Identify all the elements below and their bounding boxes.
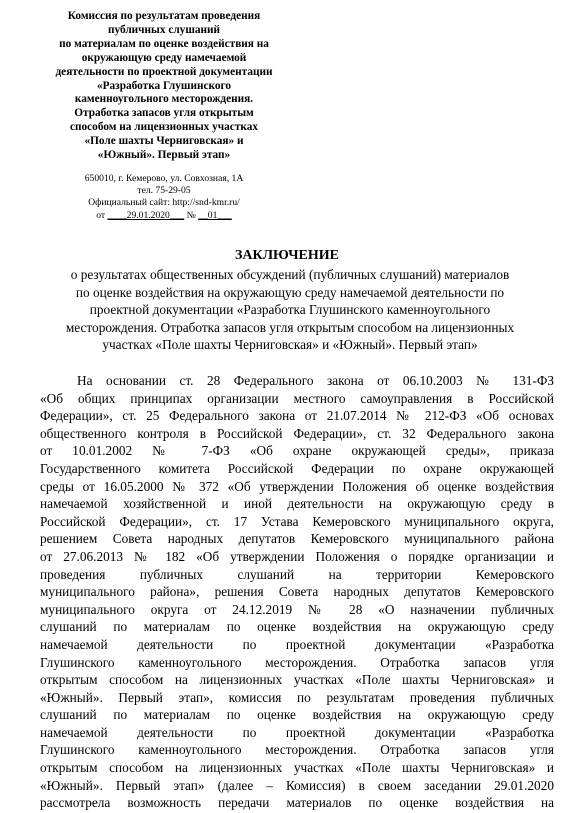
subtitle-line: месторождения. Отработка запасов угля открытым способом на лицензионных bbox=[65, 319, 515, 335]
body-line: от 27.06.2013 № 182 «Об утверждении Положения о порядке организации и bbox=[40, 548, 554, 564]
issuer-title-line: окружающую среду намечаемой bbox=[81, 51, 247, 64]
body-line: Государственного комитета Российской Федерации по охране окружающей bbox=[40, 460, 554, 476]
reference-number-label: № bbox=[186, 209, 196, 221]
document-title: ЗАКЛЮЧЕНИЕ bbox=[234, 248, 340, 263]
body-line: среды от 16.05.2000 № 372 «Об утверждении Положения об оценке воздействия bbox=[40, 478, 554, 494]
body-line: Российской Федерации», ст. 17 Устава Кемеровского муниципального округа, bbox=[40, 513, 554, 529]
body-line: решением Совета народных депутатов Кемеровского муниципального района bbox=[40, 531, 554, 547]
body-line: проведения публичных слушаний на территории Кемеровского bbox=[40, 566, 554, 582]
subtitle-line: по оценке воздействия на окружающую среду намечаемой деятельности по bbox=[75, 284, 505, 300]
body-paragraph bbox=[40, 372, 554, 812]
body-line: муниципального округа от 24.12.2019 № 28 «О назначении публичных bbox=[40, 601, 554, 617]
body-line: Федерации», ст. 25 Федерального закона от 21.07.2014 № 212-ФЗ «Об основах bbox=[40, 408, 554, 424]
body-line: открытым способом на лицензионных участках «Поле шахты Черниговская» и bbox=[40, 760, 554, 776]
body-line: открытым способом на лицензионных участках «Поле шахты Черниговская» и bbox=[40, 672, 554, 688]
issuer-title-line: Отработка запасов угля открытым bbox=[74, 107, 254, 120]
reference-prefix: от bbox=[96, 209, 106, 221]
reference-number: __01___ bbox=[198, 209, 232, 221]
reference-line bbox=[34, 210, 294, 222]
body-line: намечаемой хозяйственной и иной деятельности на окружающую среду в bbox=[40, 496, 554, 512]
body-line: намечаемой деятельности по проектной документации «Разработка bbox=[40, 724, 554, 740]
issuer-title-line: каменноугольного месторождения. bbox=[74, 93, 254, 106]
body-line: муниципального района», решения Совета народных депутатов Кемеровского bbox=[40, 584, 554, 600]
body-line: На основании ст. 28 Федерального закона от 06.10.2003 № 131-ФЗ bbox=[77, 373, 554, 388]
subtitle-line: проектной документации «Разработка Глушинского каменноугольного bbox=[89, 302, 491, 318]
body-line: «Южный». Первый этап» (далее – Комиссия) в своем заседании 29.01.2020 bbox=[40, 777, 554, 793]
issuer-title-line: «Разработка Глушинского bbox=[96, 79, 231, 92]
issuer-header bbox=[34, 10, 294, 222]
issuer-title-line: способом на лицензионных участках bbox=[69, 121, 259, 134]
subtitle-line: о результатах общественных обсуждений (публичных слушаний) материалов bbox=[70, 267, 510, 282]
issuer-title-line: «Южный». Первый этап» bbox=[97, 149, 231, 162]
body-line: рассмотрела возможность передачи материалов по оценке воздействия на bbox=[40, 795, 554, 811]
body-line: «Южный». Первый этап», комиссия по результатам проведения публичных bbox=[40, 689, 554, 705]
issuer-phone: тел. 75-29-05 bbox=[137, 185, 191, 197]
reference-date: ____29.01.2020___ bbox=[107, 209, 185, 221]
body-line: слушаний по материалам по оценке воздействия на окружающую среду bbox=[40, 619, 554, 635]
subtitle-line: участках «Поле шахты Черниговская» и «Южный». Первый этап» bbox=[102, 337, 478, 353]
body-line: от 10.01.2002 № 7-ФЗ «Об охране окружающей среды», приказа bbox=[40, 443, 554, 459]
issuer-title bbox=[34, 10, 294, 163]
body-line: Глушинского каменноугольного месторождения. Отработка запасов угля bbox=[40, 654, 554, 670]
issuer-title-line: Комиссия по результатам проведения bbox=[67, 10, 261, 22]
document-subtitle bbox=[40, 266, 540, 354]
body-line: слушаний по материалам по оценке воздействия на окружающую среду bbox=[40, 707, 554, 723]
body-line: намечаемой деятельности по проектной документации «Разработка bbox=[40, 636, 554, 652]
body-line: «Об общих принципах организации местного самоуправления в Российской bbox=[40, 390, 554, 406]
body-line: общественного контроля в Российской Федерации», ст. 32 Федерального закона bbox=[40, 425, 554, 441]
body-line: Глушинского каменноугольного месторождения. Отработка запасов угля bbox=[40, 742, 554, 758]
issuer-website: Официальный сайт: http://snd-kmr.ru/ bbox=[88, 197, 240, 209]
issuer-title-line: публичных слушаний bbox=[107, 23, 221, 36]
issuer-title-line: деятельности по проектной документации bbox=[55, 65, 273, 78]
issuer-title-line: по материалам по оценке воздействия на bbox=[59, 37, 269, 50]
issuer-title-line: «Поле шахты Черниговская» и bbox=[84, 135, 244, 148]
issuer-contacts bbox=[34, 173, 294, 222]
issuer-address: 650010, г. Кемерово, ул. Совхозная, 1А bbox=[84, 172, 244, 184]
